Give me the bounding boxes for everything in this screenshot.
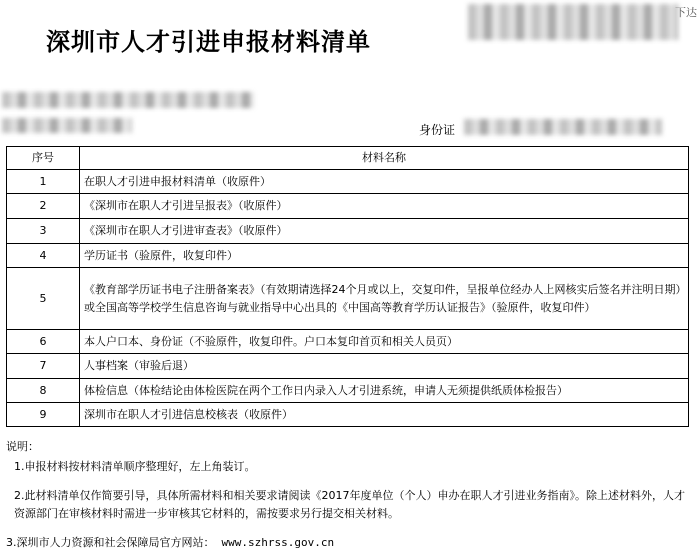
redacted-header-info: [468, 4, 678, 40]
table-row: [7, 403, 689, 427]
row-material: 深圳市在职人才引进信息校核表（收原件）: [80, 403, 689, 427]
table-row: [7, 194, 689, 219]
note-item: 2.此材料清单仅作简要引导，具体所需材料和相关要求请阅读《2017年度单位（个人）申办在职人才引进业务指南》。除上述材料外，人才资源部门在审核材料时需进一步审核其它材料的，需按要求另行提交相关材料。: [14, 489, 685, 520]
table-row: [7, 219, 689, 244]
corner-text-fragment: 下达: [675, 6, 697, 19]
note-item-website: [6, 534, 692, 552]
table-row: [7, 330, 689, 354]
table-row: [7, 244, 689, 268]
row-number: 2: [7, 194, 80, 219]
table-row: [7, 354, 689, 379]
note-website-label: 3.深圳市人力资源和社会保障局官方网站：: [6, 536, 215, 549]
row-material: 在职人才引进申报材料清单（收原件）: [80, 170, 689, 194]
row-material: 《深圳市在职人才引进呈报表》（收原件）: [80, 194, 689, 219]
table-row: [7, 170, 689, 194]
header-material-name: 材料名称: [80, 147, 689, 170]
row-material: 体检信息（体检结论由体检医院在两个工作日内录入人才引进系统，申请人无须提供纸质体检报告）: [80, 379, 689, 403]
row-material: 《教育部学历证书电子注册备案表》（有效期请选择24个月或以上，交复印件，呈报单位经办人上网核实后签名并注明日期）或全国高等学校学生信息咨询与就业指导中心出具的《中国高等教育学历认证报告》（验原件，收复印件）: [80, 268, 689, 330]
row-material: 人事档案（审验后退）: [80, 354, 689, 379]
notes-section: [6, 438, 692, 552]
id-card-label: 身份证: [419, 123, 456, 137]
materials-table: [6, 146, 689, 427]
table-header-row: [7, 147, 689, 170]
row-number: 8: [7, 379, 80, 403]
row-material: 学历证书（验原件，收复印件）: [80, 244, 689, 268]
row-number: 5: [7, 268, 80, 330]
document-title: 深圳市人才引进申报材料清单: [46, 27, 371, 56]
row-number: 4: [7, 244, 80, 268]
redacted-applicant-name: [2, 92, 254, 108]
note-item: 1.申报材料按材料清单顺序整理好，左上角装订。: [14, 460, 256, 473]
official-website-url: www.szhrss.gov.cn: [221, 536, 335, 549]
header-number: 序号: [7, 147, 80, 170]
redacted-id-number: [464, 119, 662, 135]
row-number: 1: [7, 170, 80, 194]
table-row: [7, 379, 689, 403]
row-number: 3: [7, 219, 80, 244]
row-material: 《深圳市在职人才引进审查表》（收原件）: [80, 219, 689, 244]
redacted-applicant-unit: [2, 118, 132, 133]
row-number: 6: [7, 330, 80, 354]
row-material: 本人户口本、身份证（不验原件，收复印件。户口本复印首页和相关人员页）: [80, 330, 689, 354]
row-number: 9: [7, 403, 80, 427]
row-number: 7: [7, 354, 80, 379]
notes-heading: 说明：: [6, 440, 39, 453]
table-row: [7, 268, 689, 330]
